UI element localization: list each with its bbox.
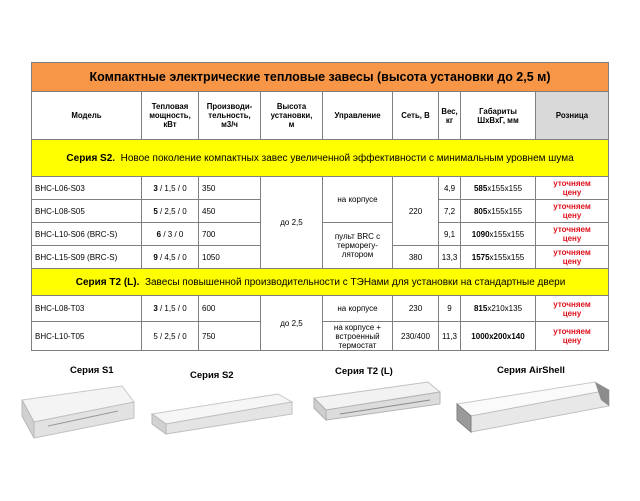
weight-cell: 9 [439,296,461,322]
dims-cell: 1090x155x155 [461,223,536,246]
model-cell: BHC-L10-S06 (BRC-S) [32,223,142,246]
dims-cell: 805x155x155 [461,200,536,223]
model-cell: BHC-L08-T03 [32,296,142,322]
power-cell: 9 / 4,5 / 0 [142,246,199,269]
series-t2-row [32,269,609,296]
power-cell: 6 / 3 / 0 [142,223,199,246]
curtain-t2-image [310,378,445,423]
model-cell: BHC-L08-S05 [32,200,142,223]
weight-cell: 4,9 [439,177,461,200]
photo-label-s1: Серия S1 [70,365,114,376]
height-cell: до 2,5 [261,296,323,351]
header-row [32,92,609,140]
header-capacity: Производи- тельность, м3/ч [199,92,261,140]
network-cell: 380 [393,246,439,269]
network-cell: 230 [393,296,439,322]
table-title-row [32,63,609,92]
weight-cell: 13,3 [439,246,461,269]
capacity-cell: 750 [199,322,261,351]
capacity-cell: 450 [199,200,261,223]
model-cell: BHC-L15-S09 (BRC-S) [32,246,142,269]
power-cell: 5 / 2,5 / 0 [142,200,199,223]
table-row [32,296,609,322]
header-control: Управление [323,92,393,140]
series-s2-row [32,140,609,177]
header-model: Модель [32,92,142,140]
header-retail: Розница [536,92,609,140]
dims-cell: 815x210x135 [461,296,536,322]
power-cell: 3 / 1,5 / 0 [142,177,199,200]
curtain-s2-image [148,386,298,436]
price-cell: уточняем цену [536,177,609,200]
weight-cell: 11,3 [439,322,461,351]
curtain-airshell-image [453,376,613,436]
price-cell: уточняем цену [536,246,609,269]
dims-cell: 1000x200x140 [461,322,536,351]
model-cell: BHC-L10-T05 [32,322,142,351]
power-cell: 5 / 2,5 / 0 [142,322,199,351]
model-cell: BHC-L06-S03 [32,177,142,200]
photo-label-airshell: Серия AirShell [497,365,565,376]
weight-cell: 9,1 [439,223,461,246]
control-cell: на корпусе [323,296,393,322]
capacity-cell: 1050 [199,246,261,269]
dims-cell: 1575x155x155 [461,246,536,269]
header-weight: Вес, кг [439,92,461,140]
price-cell: уточняем цену [536,322,609,351]
price-cell: уточняем цену [536,296,609,322]
power-cell: 3 / 1,5 / 0 [142,296,199,322]
network-cell: 220 [393,177,439,246]
capacity-cell: 700 [199,223,261,246]
header-height: Высота установки, м [261,92,323,140]
capacity-cell: 600 [199,296,261,322]
height-cell: до 2,5 [261,177,323,269]
curtain-s1-image [18,380,138,440]
table-row [32,177,609,200]
capacity-cell: 350 [199,177,261,200]
header-power: Тепловая мощность, кВт [142,92,199,140]
price-table [31,62,609,351]
control-cell: на корпусе [323,177,393,223]
header-dims: Габариты ШхВхГ, мм [461,92,536,140]
control-cell: на корпусе + встроенный термостат [323,322,393,351]
header-network: Сеть, В [393,92,439,140]
price-cell: уточняем цену [536,223,609,246]
network-cell: 230/400 [393,322,439,351]
price-cell: уточняем цену [536,200,609,223]
dims-cell: 585x155x155 [461,177,536,200]
series-s2-banner: Серия S2. Новое поколение компактных завес увеличенной эффективности с минимальным уровнем шума [32,140,609,177]
series-t2-banner: Серия Т2 (L). Завесы повышенной производительности с ТЭНами для установки на стандартные двери [32,269,609,296]
photo-label-t2: Серия Т2 (L) [335,366,393,377]
weight-cell: 7,2 [439,200,461,223]
photo-label-s2: Серия S2 [190,370,234,381]
control-cell: пульт BRC с терморегу- лятором [323,223,393,269]
table-title: Компактные электрические тепловые завесы (высота установки до 2,5 м) [32,63,609,92]
